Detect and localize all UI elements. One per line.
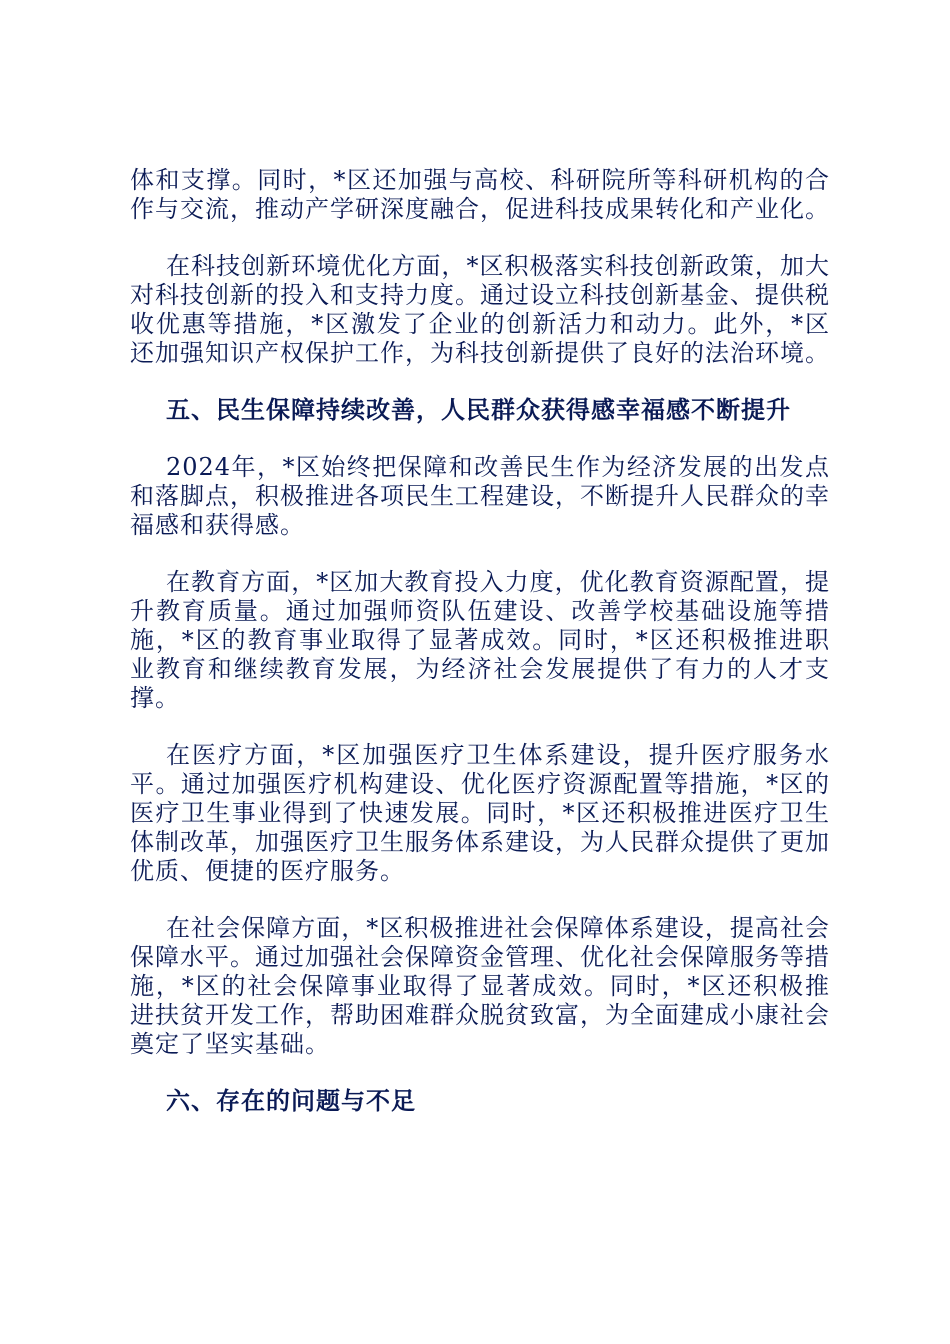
paragraph-tech-environment: 在科技创新环境优化方面，*区积极落实科技创新政策，加大对科技创新的投入和支持力度。通过设立科技创新基金、提供税收优惠等措施，*区激发了企业的创新活力和动力。此外，*区还加强知识产权保护工作，为科技创新提供了良好的法治环境。 [130, 252, 830, 367]
paragraph-social-security: 在社会保障方面，*区积极推进社会保障体系建设，提高社会保障水平。通过加强社会保障资金管理、优化社会保障服务等措施，*区的社会保障事业取得了显著成效。同时，*区还积极推进扶贫开发工作，帮助困难群众脱贫致富，为全面建成小康社会奠定了坚实基础。 [130, 914, 830, 1058]
section-heading-six: 六、存在的问题与不足 [166, 1087, 416, 1115]
paragraph-continuation: 体和支撑。同时，*区还加强与高校、科研院所等科研机构的合作与交流，推动产学研深度融合，促进科技成果转化和产业化。 [130, 166, 830, 223]
section-heading-five: 五、民生保障持续改善，人民群众获得感幸福感不断提升 [166, 396, 791, 424]
paragraph-medical: 在医疗方面，*区加强医疗卫生体系建设，提升医疗服务水平。通过加强医疗机构建设、优化医疗资源配置等措施，*区的医疗卫生事业得到了快速发展。同时，*区还积极推进医疗卫生体制改革，加强医疗卫生服务体系建设，为人民群众提供了更加优质、便捷的医疗服务。 [130, 741, 830, 885]
paragraph-livelihood-intro: 2024年，*区始终把保障和改善民生作为经济发展的出发点和落脚点，积极推进各项民生工程建设，不断提升人民群众的幸福感和获得感。 [130, 453, 830, 539]
document-body [130, 166, 830, 1144]
paragraph-education: 在教育方面，*区加大教育投入力度，优化教育资源配置，提升教育质量。通过加强师资队伍建设、改善学校基础设施等措施，*区的教育事业取得了显著成效。同时，*区还积极推进职业教育和继续教育发展，为经济社会发展提供了有力的人才支撑。 [130, 568, 830, 712]
